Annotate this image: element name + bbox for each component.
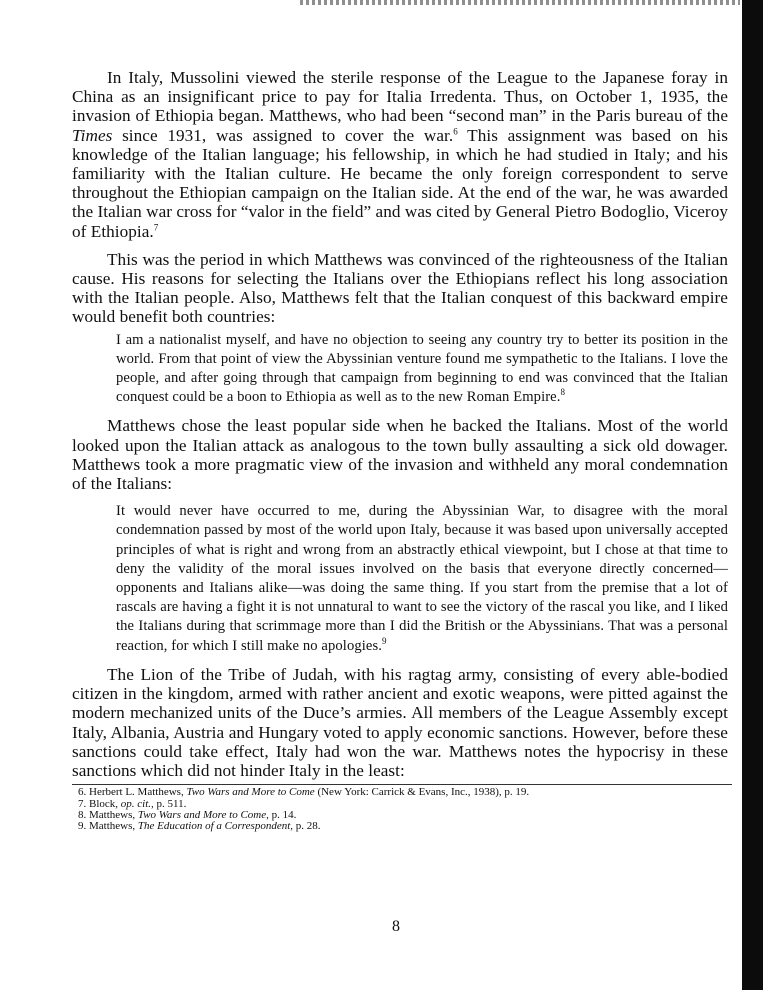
p1-text-b: since 1931, was assigned to cover the war. — [112, 125, 454, 145]
footnote-6: 6. Herbert L. Matthews, Two Wars and More to Come (New York: Carrick & Evans, Inc., 1938), p. 19. — [78, 786, 530, 799]
block-quote-2 — [72, 502, 728, 656]
paragraph-1 — [72, 68, 728, 241]
footnote-divider — [72, 784, 732, 785]
footnote-8: 8. Matthews, Two Wars and More to Come, p. 14. — [78, 808, 297, 821]
footnote-7: 7. Block, op. cit., p. 511. — [78, 797, 187, 810]
paragraph-3: Matthews chose the least popular side when he backed the Italians. Most of the world looked upon the Italian attack as analogous to the town bully assaulting a sick old dowager. Matthews took a more pragmatic view of the invasion and withheld any moral condemnation of the Italians: — [72, 416, 728, 494]
p1-text-a: In Italy, Mussolini viewed the sterile response of the League to the Japanese foray in China as an insignificant price to pay for Italia Irredenta. Thus, on October 1, 1935, the invasion of Ethiopia began. Matthews, who had been “second man” in the Paris bureau of the — [72, 68, 728, 126]
p1-text-c: This assignment was based on his knowledge of the Italian language; his fellowship, in which he had studied in Italy; and his familiarity with the Italian culture. He became the only foreign correspondent to serve throughout the Ethiopian campaign on the Italian side. At the end of the war, he was awarded the Italian war cross for “valor in the field” and was cited by General Pietro Bodoglio, Viceroy of Ethiopia. — [72, 125, 728, 241]
document-page — [72, 68, 728, 833]
paragraph-2: This was the period in which Matthews was convinced of the righteousness of the Italian cause. His reasons for selecting the Italians over the Ethiopians reflect his long association with the Italian people. Also, Matthews felt that the Italian conquest of this backward empire would benefit both countries: — [72, 249, 728, 327]
top-edge-artifact — [300, 0, 740, 5]
footnote-ref-7: 7 — [153, 221, 159, 232]
p1-italic-times: Times — [72, 125, 113, 145]
paragraph-4: The Lion of the Tribe of Judah, with his ragtag army, consisting of every able-bodied citizen in the kingdom, armed with rather ancient and exotic weapons, were pitted against the modern mechanized units of the Duce’s armies. All members of the League Assembly except Italy, Albania, Austria and Hungary voted to apply economic sanctions. However, before these sanctions could take effect, Italy had won the war. Matthews notes the hypocrisy in these sanctions which did not hinder Italy in the least: — [72, 664, 728, 780]
footnote-ref-9: 9 — [382, 635, 387, 646]
quote-1-text: I am a nationalist myself, and have no objection to seeing any country try to better its position in the world. From that point of view the Abyssinian venture found me sympathetic to the Italians. I love the people, and after going through that campaign from beginning to end was convinced that the Italian conquest could be a boon to Ethiopia as well as to the new Roman Empire. — [116, 331, 728, 406]
footnote-9: 9. Matthews, The Education of a Correspondent, p. 28. — [78, 820, 321, 833]
scan-edge-border — [742, 0, 763, 990]
footnote-ref-6: 6 — [453, 125, 458, 136]
footnotes — [72, 787, 728, 833]
page-number: 8 — [392, 918, 400, 935]
block-quote-1 — [72, 331, 728, 408]
quote-2-text: It would never have occurred to me, during the Abyssinian War, to disagree with the moral condemnation passed by most of the world upon Italy, because it was based upon universally accepted principles of what is right and wrong from an abstractly ethical viewpoint, but I chose at that time to deny the validity of the moral issues involved on the basis that everyone directly concerned—opponents and Italians alike—was doing the same thing. If you start from the premise that a lot of rascals are having a fight it is not unnatural to want to see the victory of the rascal you like, and I liked the Italians during that scrimmage more than I did the British or the Abyssinians. That was a personal reaction, for which I still make no apologies. — [116, 503, 728, 654]
footnote-ref-8: 8 — [560, 387, 566, 398]
